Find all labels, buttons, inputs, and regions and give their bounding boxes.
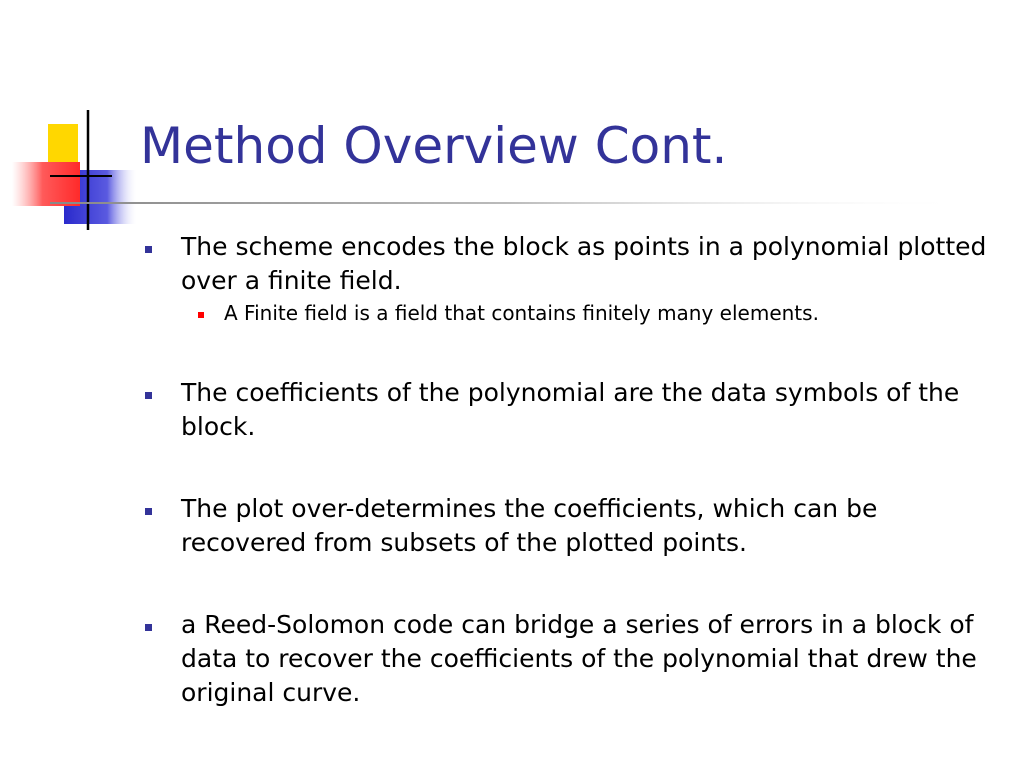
bullet-text: The coefficients of the polynomial are the data symbols of the block.	[181, 378, 960, 441]
bullet-item	[140, 376, 1010, 444]
bullet-item	[140, 492, 1010, 560]
slide-title: Method Overview Cont.	[140, 117, 728, 175]
sub-bullet-list	[181, 298, 1010, 328]
bullet-text: The plot over-determines the coefficients, which can be recovered from subsets of the plotted points.	[181, 494, 878, 557]
sub-bullet-text: A Finite field is a field that contains finitely many elements.	[224, 301, 819, 325]
bullet-list	[140, 230, 1010, 710]
title-underline	[50, 202, 970, 204]
bullet-text: The scheme encodes the block as points in a polynomial plotted over a finite field.	[181, 232, 987, 295]
bullet-item	[140, 608, 1010, 710]
bullet-item	[140, 230, 1010, 328]
logo-yellow-square	[48, 124, 78, 164]
sub-bullet-item	[181, 298, 1010, 328]
logo-blue-square	[64, 170, 136, 224]
logo-red-square	[12, 162, 80, 206]
bullet-text: a Reed-Solomon code can bridge a series of errors in a block of data to recover the coefficients of the polynomial that drew the original curve.	[181, 610, 977, 707]
